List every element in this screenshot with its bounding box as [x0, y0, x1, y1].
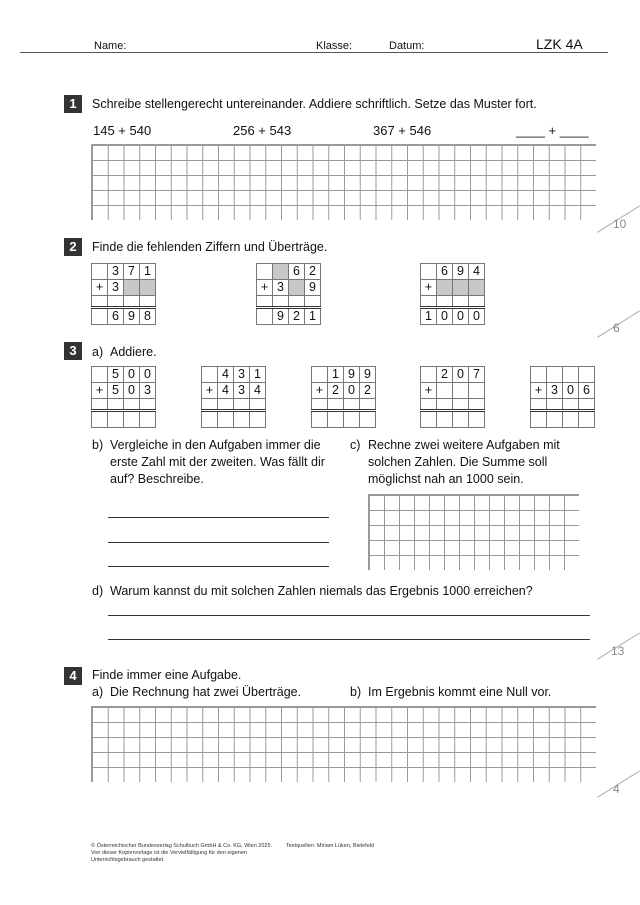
digit-cell: 1: [421, 308, 437, 325]
addition-table: [91, 263, 156, 325]
digit-cell: +: [202, 383, 218, 399]
sum-cell[interactable]: [218, 411, 234, 428]
carry-cell[interactable]: [344, 399, 360, 411]
digit-cell: 3: [273, 280, 289, 296]
sum-cell[interactable]: [563, 411, 579, 428]
task3-b-label: b): [92, 438, 104, 452]
sum-cell[interactable]: [421, 411, 437, 428]
digit-cell: 7: [124, 264, 140, 280]
footer-sources: Textquellen: Miriam Lüken, Bielefeld: [286, 843, 375, 849]
second-addend-row: [202, 383, 266, 399]
footer-line-2: Von dieser Kopiervorlage ist die Vervielfältigung für den eigenen: [91, 850, 247, 856]
addition-table: [311, 366, 376, 428]
carry-cell[interactable]: [289, 296, 305, 308]
addition-table: [201, 366, 266, 428]
task2-instruction: Finde die fehlenden Ziffern und Überträge.: [92, 240, 328, 254]
digit-cell: 2: [437, 367, 453, 383]
addition-table: [420, 263, 485, 325]
task3-b-line-2: erste Zahl mit der zweiten. Was fällt dir: [110, 455, 325, 469]
carry-cell[interactable]: [218, 399, 234, 411]
digit-cell[interactable]: [437, 280, 453, 296]
carry-row[interactable]: [202, 399, 266, 411]
digit-cell[interactable]: [547, 367, 563, 383]
task3-d-text: Warum kannst du mit solchen Zahlen niemals das Ergebnis 1000 erreichen?: [110, 584, 533, 598]
sum-cell[interactable]: [469, 411, 485, 428]
digit-cell: 4: [218, 367, 234, 383]
carry-cell[interactable]: [579, 399, 595, 411]
first-addend-row: [531, 367, 595, 383]
digit-cell: 2: [289, 308, 305, 325]
digit-cell[interactable]: [202, 367, 218, 383]
carry-cell[interactable]: [547, 399, 563, 411]
sum-row: [421, 308, 485, 325]
carry-row[interactable]: [92, 296, 156, 308]
carry-cell[interactable]: [453, 296, 469, 308]
digit-cell: +: [531, 383, 547, 399]
task1-expression-1: 145 + 540: [93, 123, 152, 138]
carry-row[interactable]: [92, 399, 156, 411]
sum-cell[interactable]: [250, 411, 266, 428]
carry-cell[interactable]: [437, 399, 453, 411]
task1-expression-2: 256 + 543: [233, 123, 292, 138]
digit-cell: 9: [273, 308, 289, 325]
digit-cell: 1: [140, 264, 156, 280]
carry-cell[interactable]: [124, 296, 140, 308]
task3-score: 13: [611, 644, 625, 658]
carry-cell[interactable]: [469, 399, 485, 411]
sum-row: [92, 308, 156, 325]
task3-problem-3: [311, 366, 376, 428]
digit-cell: 5: [108, 367, 124, 383]
digit-cell: 0: [469, 308, 485, 325]
first-addend-row: [421, 264, 485, 280]
sum-cell[interactable]: [579, 411, 595, 428]
sum-cell[interactable]: [312, 411, 328, 428]
carry-row[interactable]: [257, 296, 321, 308]
second-addend-row: [92, 383, 156, 399]
carry-row[interactable]: [531, 399, 595, 411]
carry-cell[interactable]: [305, 296, 321, 308]
task2-score: 6: [613, 321, 620, 335]
digit-cell: +: [312, 383, 328, 399]
carry-cell[interactable]: [92, 296, 108, 308]
digit-cell: 3: [234, 367, 250, 383]
task3-b-line-3: auf? Beschreibe.: [110, 472, 204, 486]
task3-c-label: c): [350, 438, 361, 452]
carry-cell[interactable]: [453, 399, 469, 411]
name-label: Name:: [94, 40, 127, 52]
task3-c-line-3: möglichst nah an 1000 sein.: [368, 472, 524, 486]
digit-cell: 2: [305, 264, 321, 280]
sum-cell[interactable]: [344, 411, 360, 428]
carry-cell[interactable]: [124, 399, 140, 411]
sum-cell[interactable]: [453, 411, 469, 428]
task4-b-text: Im Ergebnis kommt eine Null vor.: [368, 685, 552, 699]
digit-cell[interactable]: [92, 308, 108, 325]
carry-row[interactable]: [312, 399, 376, 411]
first-addend-row: [92, 367, 156, 383]
sum-row: [257, 308, 321, 325]
digit-cell: +: [92, 280, 108, 296]
carry-cell[interactable]: [234, 399, 250, 411]
second-addend-row: [92, 280, 156, 296]
task1-grid[interactable]: [91, 144, 596, 220]
sum-cell[interactable]: [124, 411, 140, 428]
second-addend-row: [421, 280, 485, 296]
carry-cell[interactable]: [421, 296, 437, 308]
second-addend-row: [531, 383, 595, 399]
task4-grid[interactable]: [91, 706, 596, 782]
task4-b-label: b): [350, 685, 362, 699]
addition-table: [256, 263, 321, 325]
task3-b-answer-line-3[interactable]: [108, 566, 329, 567]
carry-cell[interactable]: [328, 399, 344, 411]
digit-cell: 1: [305, 308, 321, 325]
digit-cell: 2: [360, 383, 376, 399]
digit-cell: 9: [305, 280, 321, 296]
digit-cell: 9: [360, 367, 376, 383]
sum-cell[interactable]: [547, 411, 563, 428]
task3-problem-1: [91, 366, 156, 428]
digit-cell: 9: [344, 367, 360, 383]
first-addend-row: [92, 264, 156, 280]
digit-cell[interactable]: [257, 264, 273, 280]
digit-cell[interactable]: [124, 280, 140, 296]
carry-cell[interactable]: [140, 296, 156, 308]
task1-expression-3: 367 + 546: [373, 123, 432, 138]
task2-number-badge: 2: [64, 238, 82, 256]
carry-row[interactable]: [421, 296, 485, 308]
digit-cell: 5: [108, 383, 124, 399]
digit-cell[interactable]: [437, 383, 453, 399]
carry-cell[interactable]: [563, 399, 579, 411]
task4-a-label: a): [92, 685, 104, 699]
sum-row[interactable]: [92, 411, 156, 428]
task3-b-answer-line-1[interactable]: [108, 517, 329, 518]
digit-cell: 0: [140, 367, 156, 383]
carry-cell[interactable]: [108, 399, 124, 411]
digit-cell: 9: [124, 308, 140, 325]
first-addend-row: [421, 367, 485, 383]
digit-cell: 4: [250, 383, 266, 399]
digit-cell[interactable]: [92, 264, 108, 280]
sum-row[interactable]: [202, 411, 266, 428]
digit-cell[interactable]: [453, 383, 469, 399]
footer-copyright: [91, 843, 272, 864]
sum-row[interactable]: [421, 411, 485, 428]
carry-row[interactable]: [421, 399, 485, 411]
carry-cell[interactable]: [421, 399, 437, 411]
digit-cell: 9: [453, 264, 469, 280]
task2-problem-1: [91, 263, 156, 325]
digit-cell[interactable]: [453, 280, 469, 296]
addition-table: [91, 366, 156, 428]
carry-cell[interactable]: [469, 296, 485, 308]
footer-line-1: © Österreichischer Bundesverlag Schulbuch GmbH & Co. KG, Wien 2025.: [91, 843, 273, 849]
carry-cell[interactable]: [92, 399, 108, 411]
carry-cell[interactable]: [108, 296, 124, 308]
task3-a-label: a): [92, 345, 104, 359]
digit-cell: 1: [250, 367, 266, 383]
digit-cell: 2: [328, 383, 344, 399]
sum-cell[interactable]: [437, 411, 453, 428]
task2-problem-2: [256, 263, 321, 325]
task3-c-line-2: solchen Zahlen. Die Summe soll: [368, 455, 548, 469]
carry-cell[interactable]: [360, 399, 376, 411]
carry-cell[interactable]: [257, 296, 273, 308]
digit-cell[interactable]: [469, 383, 485, 399]
digit-cell[interactable]: [421, 264, 437, 280]
carry-cell[interactable]: [273, 296, 289, 308]
carry-cell[interactable]: [312, 399, 328, 411]
class-label: Klasse:: [316, 40, 353, 52]
digit-cell: 7: [469, 367, 485, 383]
digit-cell: 3: [108, 280, 124, 296]
task1-instruction: Schreibe stellengerecht untereinander. Addiere schriftlich. Setze das Muster fort.: [92, 97, 537, 111]
digit-cell: 0: [453, 367, 469, 383]
digit-cell[interactable]: [312, 367, 328, 383]
digit-cell[interactable]: [273, 264, 289, 280]
digit-cell: 0: [344, 383, 360, 399]
digit-cell: 3: [234, 383, 250, 399]
digit-cell: 0: [124, 383, 140, 399]
digit-cell: 3: [547, 383, 563, 399]
digit-cell[interactable]: [257, 308, 273, 325]
carry-cell[interactable]: [437, 296, 453, 308]
digit-cell: +: [257, 280, 273, 296]
digit-cell: 1: [328, 367, 344, 383]
addition-table: [420, 366, 485, 428]
digit-cell[interactable]: [563, 367, 579, 383]
sum-cell[interactable]: [234, 411, 250, 428]
digit-cell: 3: [108, 264, 124, 280]
task1-score: 10: [613, 217, 627, 231]
task3-problem-4: [420, 366, 485, 428]
task3-number-badge: 3: [64, 342, 82, 360]
test-code: LZK 4A: [536, 36, 583, 52]
sum-cell[interactable]: [328, 411, 344, 428]
task3-d-label: d): [92, 584, 104, 598]
digit-cell[interactable]: [140, 280, 156, 296]
task3-a-text: Addiere.: [110, 345, 157, 359]
sum-cell[interactable]: [108, 411, 124, 428]
sum-cell[interactable]: [360, 411, 376, 428]
task4-number-badge: 4: [64, 667, 82, 685]
digit-cell: 6: [289, 264, 305, 280]
digit-cell: 0: [563, 383, 579, 399]
digit-cell: 0: [124, 367, 140, 383]
digit-cell: +: [421, 383, 437, 399]
sum-cell[interactable]: [140, 411, 156, 428]
task4-instruction: Finde immer eine Aufgabe.: [92, 668, 242, 682]
task3-b-line-1: Vergleiche in den Aufgaben immer die: [110, 438, 321, 452]
digit-cell: 0: [437, 308, 453, 325]
task3-c-grid[interactable]: [368, 494, 579, 570]
task3-problem-2: [201, 366, 266, 428]
carry-cell[interactable]: [202, 399, 218, 411]
task3-c-line-1: Rechne zwei weitere Aufgaben mit: [368, 438, 560, 452]
sum-cell[interactable]: [92, 411, 108, 428]
task1-number-badge: 1: [64, 95, 82, 113]
task2-problem-3: [420, 263, 485, 325]
second-addend-row: [421, 383, 485, 399]
digit-cell[interactable]: [92, 367, 108, 383]
digit-cell: 4: [469, 264, 485, 280]
first-addend-row: [257, 264, 321, 280]
task3-d-answer-line-2[interactable]: [108, 639, 590, 640]
date-label: Datum:: [389, 40, 425, 52]
carry-cell[interactable]: [531, 399, 547, 411]
sum-cell[interactable]: [202, 411, 218, 428]
digit-cell[interactable]: [421, 367, 437, 383]
addition-table: [530, 366, 595, 428]
digit-cell: 6: [579, 383, 595, 399]
digit-cell: 0: [453, 308, 469, 325]
digit-cell[interactable]: [579, 367, 595, 383]
carry-cell[interactable]: [250, 399, 266, 411]
digit-cell: +: [92, 383, 108, 399]
digit-cell: 8: [140, 308, 156, 325]
second-addend-row: [312, 383, 376, 399]
digit-cell: 6: [437, 264, 453, 280]
task3-d-answer-line-1[interactable]: [108, 615, 590, 616]
sum-row[interactable]: [312, 411, 376, 428]
first-addend-row: [312, 367, 376, 383]
sum-row[interactable]: [531, 411, 595, 428]
task3-b-answer-line-2[interactable]: [108, 542, 329, 543]
digit-cell[interactable]: [289, 280, 305, 296]
task4-score: 4: [613, 782, 620, 796]
digit-cell: 6: [108, 308, 124, 325]
digit-cell[interactable]: [531, 367, 547, 383]
task1-expression-4: ____ + ____: [516, 123, 589, 138]
second-addend-row: [257, 280, 321, 296]
first-addend-row: [202, 367, 266, 383]
digit-cell: 3: [140, 383, 156, 399]
carry-cell[interactable]: [140, 399, 156, 411]
footer-line-3: Unterrichtsgebrauch gestattet.: [91, 857, 165, 863]
header-rule: [20, 52, 608, 53]
task4-a-text: Die Rechnung hat zwei Überträge.: [110, 685, 302, 699]
digit-cell[interactable]: [469, 280, 485, 296]
sum-cell[interactable]: [531, 411, 547, 428]
digit-cell: 4: [218, 383, 234, 399]
task3-problem-5: [530, 366, 595, 428]
digit-cell: +: [421, 280, 437, 296]
